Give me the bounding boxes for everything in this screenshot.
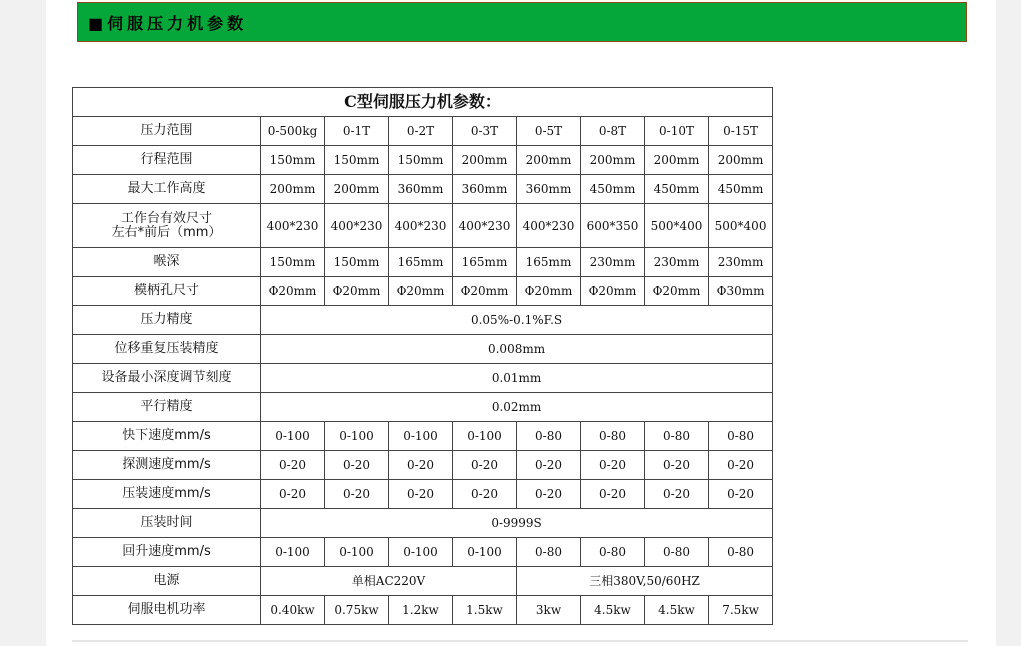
table-cell: 0-20 [645,480,709,509]
table-cell: 0-100 [325,538,389,567]
table-cell: 600*350 [581,204,645,248]
table-cell: 0-2T [389,117,453,146]
table-row [73,306,773,335]
table-cell: Φ20mm [325,277,389,306]
table-cell: 0-1T [325,117,389,146]
table-cell: 0-20 [453,451,517,480]
table-cell: 0-20 [261,451,325,480]
table-cell: 360mm [453,175,517,204]
table-cell: 0-100 [389,422,453,451]
table-cell: 150mm [325,248,389,277]
table-cell-merged: 0-9999S [261,509,773,538]
table-cell: 400*230 [453,204,517,248]
table-cell: 500*400 [645,204,709,248]
table-cell: 1.2kw [389,596,453,625]
table-cell: 0-100 [261,422,325,451]
table-cell: 4.5kw [645,596,709,625]
table-cell: 230mm [645,248,709,277]
table-cell: 150mm [389,146,453,175]
table-cell: 200mm [645,146,709,175]
table-row [73,451,773,480]
table-cell: 0-15T [709,117,773,146]
table-cell: 450mm [709,175,773,204]
table-cell: 0-80 [709,538,773,567]
table-cell: 360mm [389,175,453,204]
table-row [73,175,773,204]
page [46,0,996,646]
table-cell: 0-100 [261,538,325,567]
table-cell: 1.5kw [453,596,517,625]
table-cell: 0-20 [453,480,517,509]
table-cell: 150mm [261,146,325,175]
table-cell: 0-80 [517,538,581,567]
table-row [73,393,773,422]
row-label: 伺服电机功率 [73,596,261,625]
table-cell: 0-20 [325,451,389,480]
table-cell: 230mm [581,248,645,277]
table-cell: 0.40kw [261,596,325,625]
table-cell: 0-20 [517,451,581,480]
table-cell: 150mm [261,248,325,277]
table-cell: 0-8T [581,117,645,146]
row-label: 压装时间 [73,509,261,538]
table-cell: 0-3T [453,117,517,146]
table-cell: 500*400 [709,204,773,248]
table-cell: 360mm [517,175,581,204]
row-label: 工作台有效尺寸 左右*前后（mm） [73,204,261,248]
table-cell: Φ20mm [389,277,453,306]
table-cell: Φ20mm [581,277,645,306]
table-cell: 400*230 [325,204,389,248]
table-cell: 0-20 [261,480,325,509]
table-cell: 0-500kg [261,117,325,146]
section-header [77,2,967,42]
table-cell: 0-100 [453,422,517,451]
table-row [73,567,773,596]
table-cell-merged: 0.01mm [261,364,773,393]
table-cell-split: 单相AC220V [261,567,517,596]
table-cell: 150mm [325,146,389,175]
row-label: 压装速度mm/s [73,480,261,509]
table-cell: 0-20 [581,451,645,480]
table-cell: 165mm [389,248,453,277]
table-cell: 0-80 [517,422,581,451]
table-row [73,509,773,538]
row-label: 位移重复压装精度 [73,335,261,364]
table-cell: 0-20 [389,480,453,509]
table-cell: 400*230 [389,204,453,248]
row-label: 最大工作高度 [73,175,261,204]
table-cell: 450mm [645,175,709,204]
table-title-row [73,88,773,117]
table-cell: 200mm [453,146,517,175]
table-cell: 0-100 [325,422,389,451]
table-cell: 3kw [517,596,581,625]
table-cell-merged: 0.05%-0.1%F.S [261,306,773,335]
row-label: 回升速度mm/s [73,538,261,567]
table-cell: 0-80 [645,538,709,567]
table-cell: 400*230 [517,204,581,248]
table-cell: 165mm [453,248,517,277]
table-cell: Φ20mm [261,277,325,306]
table-row [73,538,773,567]
table-cell: 7.5kw [709,596,773,625]
table-cell: 0-20 [645,451,709,480]
table-cell: 0-80 [645,422,709,451]
table-row [73,480,773,509]
table-cell: 200mm [581,146,645,175]
row-label: 平行精度 [73,393,261,422]
table-cell: 0-80 [581,422,645,451]
table-cell: 0-100 [453,538,517,567]
table-cell: 165mm [517,248,581,277]
table-cell: 0-20 [709,451,773,480]
table-cell: 0-20 [581,480,645,509]
table-cell: 0-20 [389,451,453,480]
table-cell: Φ30mm [709,277,773,306]
table-cell: 230mm [709,248,773,277]
table-row [73,596,773,625]
row-label: 设备最小深度调节刻度 [73,364,261,393]
spec-table [72,87,773,625]
row-label: 探测速度mm/s [73,451,261,480]
divider [72,640,968,642]
row-label: 模柄孔尺寸 [73,277,261,306]
table-title: C型伺服压力机参数： [73,88,773,117]
table-cell: 450mm [581,175,645,204]
row-label: 压力范围 [73,117,261,146]
row-label: 电源 [73,567,261,596]
table-row [73,204,773,248]
table-cell: 0-80 [709,422,773,451]
table-cell: 200mm [325,175,389,204]
table-cell: 0-20 [325,480,389,509]
table-cell: 0-80 [581,538,645,567]
section-title: ■伺服压力机参数 [88,13,248,33]
row-label: 行程范围 [73,146,261,175]
table-cell-split: 三相380V,50/60HZ [517,567,773,596]
table-row [73,248,773,277]
table-cell: 0-100 [389,538,453,567]
table-cell-merged: 0.02mm [261,393,773,422]
table-cell: Φ20mm [645,277,709,306]
row-label: 快下速度mm/s [73,422,261,451]
table-cell: 4.5kw [581,596,645,625]
table-cell: 400*230 [261,204,325,248]
table-cell: 200mm [261,175,325,204]
row-label: 喉深 [73,248,261,277]
table-cell: 200mm [517,146,581,175]
table-row [73,277,773,306]
table-row [73,146,773,175]
table-cell: 0-20 [517,480,581,509]
table-row [73,422,773,451]
table-row [73,117,773,146]
table-cell: 200mm [709,146,773,175]
table-cell: 0.75kw [325,596,389,625]
row-label: 压力精度 [73,306,261,335]
table-row [73,364,773,393]
table-cell: 0-5T [517,117,581,146]
table-row [73,335,773,364]
table-cell: 0-10T [645,117,709,146]
table-cell: 0-20 [709,480,773,509]
table-cell: Φ20mm [517,277,581,306]
table-cell-merged: 0.008mm [261,335,773,364]
table-cell: Φ20mm [453,277,517,306]
